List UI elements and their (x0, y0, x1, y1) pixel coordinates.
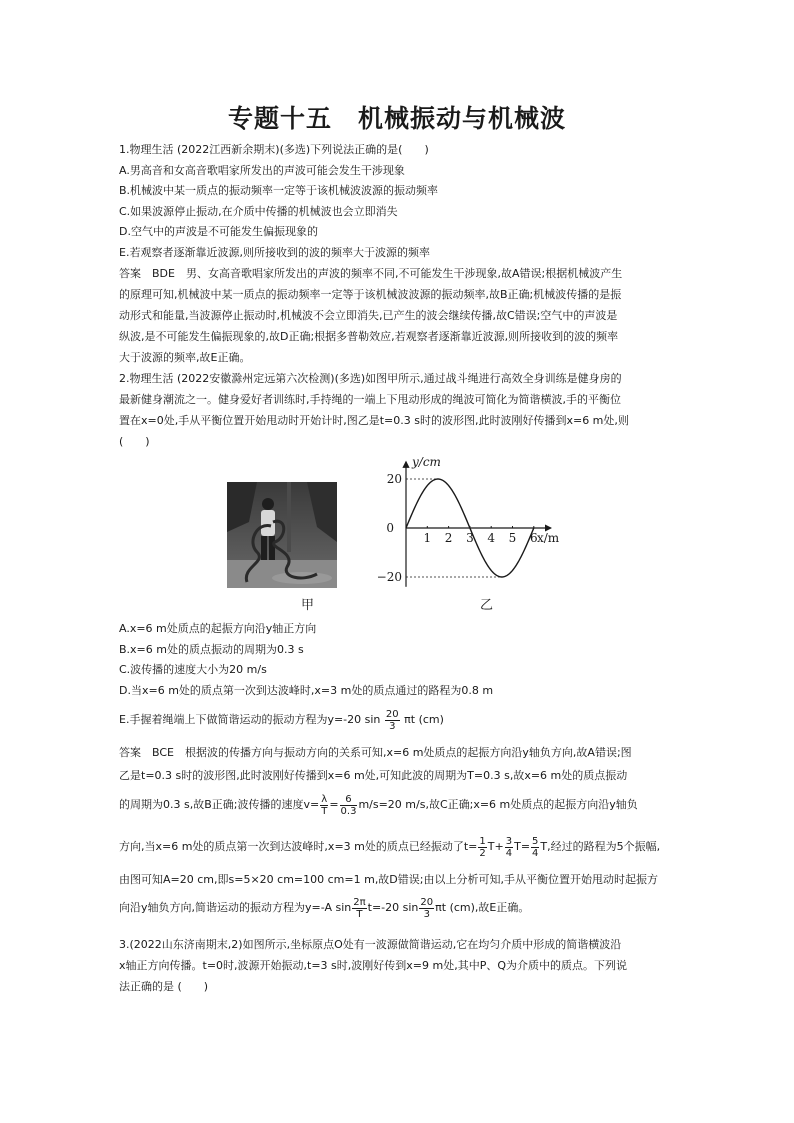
fraction-num: 3 (505, 835, 513, 847)
q2-stem-line: 置在x=0处,手从平衡位置开始甩动时开始计时,图乙是t=0.3 s时的波形图,此时波刚好传播到x=6 m处,则 (119, 414, 629, 427)
q2-option-e (119, 708, 679, 732)
q1-option-a: A.男高音和女高音歌唱家所发出的声波可能会发生干涉现象 (119, 164, 405, 177)
x-tick-label: 1 (423, 531, 432, 545)
battle-rope-photo-image (227, 482, 337, 588)
q2-option-c: C.波传播的速度大小为20 m/s (119, 663, 267, 676)
q1-stem: 1.物理生活 (2022江西新余期末)(多选)下列说法正确的是( ) (119, 143, 429, 156)
fraction (478, 836, 486, 859)
q2-answer-text: T,经过的路程为5个振幅, (540, 840, 661, 853)
q1-answer-line: 的原理可知,机械波中某一质点的振动频率一定等于该机械波波源的振动频率,故B正确;机械波传播的是振 (119, 288, 622, 301)
q1-option-c: C.如果波源停止振动,在介质中传播的机械波也会立即消失 (119, 205, 398, 218)
y-tick-label: 0 (386, 521, 394, 535)
q2-option-a: A.x=6 m处质点的起振方向沿y轴正方向 (119, 622, 317, 635)
q2-option-d: D.当x=6 m处的质点第一次到达波峰时,x=3 m处的质点通过的路程为0.8 m (119, 684, 494, 697)
fraction-num: 2π (353, 896, 366, 908)
q2-option-b: B.x=6 m处的质点振动的周期为0.3 s (119, 643, 304, 656)
q2-answer-text: πt (cm),故E正确。 (435, 901, 530, 914)
x-tick-label: 5 (508, 531, 517, 545)
q2-stem-line: 2.物理生活 (2022安徽滁州定远第六次检测)(多选)如图甲所示,通过战斗绳进行高效全身训练是健身房的 (119, 372, 622, 385)
fraction-num: 1 (479, 835, 486, 847)
fraction (340, 794, 358, 817)
q2-answer-text: T= (514, 840, 531, 853)
equals-sign: = (329, 798, 339, 811)
q1-answer-line: 大于波源的频率,故E正确。 (119, 351, 251, 364)
fraction-den: 3 (423, 908, 430, 920)
fraction-num: 20 (385, 708, 399, 720)
y-tick-label: −20 (376, 570, 402, 584)
q2-option-e-suffix: πt (cm) (404, 713, 444, 726)
q2-answer-line-6 (119, 893, 679, 923)
q3-stem-line: 3.(2022山东济南期末,2)如图所示,坐标原点O处有一波源做简谐运动,它在均匀介质中形成的简谐横波沿 (119, 938, 622, 951)
q3-stem-line: x轴正方向传播。t=0时,波源开始振动,t=3 s时,波刚好传到x=9 m处,其中P、Q为介质中的质点。下列说 (119, 959, 628, 972)
q2-answer-line-3 (119, 790, 679, 820)
q2-answer-text: t=-20 sin (367, 901, 419, 914)
fraction (385, 709, 400, 732)
q1-answer-line: 动形式和能量,当波源停止振动时,机械波不会立即消失,已产生的波会继续传播,故C错误;空气中的声波是 (119, 309, 618, 322)
q1-answer-line: 纵波,是不可能发生偏振现象的,故D正确;根据多普勒效应,若观察者逐渐靠近波源,则所接收到的波的频率 (119, 330, 619, 343)
y-tick-label: 20 (386, 472, 402, 486)
q2-answer-text: 方向,当x=6 m处的质点第一次到达波峰时,x=3 m处的质点已经振动了t= (119, 840, 478, 853)
fraction (505, 836, 513, 859)
x-tick-label: 4 (487, 531, 496, 545)
q2-answer-line-4 (119, 832, 679, 862)
fraction (352, 897, 366, 920)
fraction-num: 5 (532, 835, 539, 847)
q2-stem-line: 最新健身潮流之一。健身爱好者训练时,手持绳的一端上下甩动形成的绳波可简化为简谐横波,手的平衡位 (119, 393, 621, 406)
wave-graph (370, 448, 570, 598)
fraction-den: 0.3 (340, 805, 357, 817)
q2-answer-line-1: 答案 BCE 根据波的传播方向与振动方向的关系可知,x=6 m处质点的起振方向沿y轴负方向,故A错误;图 (119, 746, 632, 759)
fraction-den: 4 (532, 847, 539, 859)
q1-option-d: D.空气中的声波是不可能发生偏振现象的 (119, 225, 318, 238)
q1-option-b: B.机械波中某一质点的振动频率一定等于该机械波波源的振动频率 (119, 184, 439, 197)
x-tick-label: 6 (529, 531, 538, 545)
x-axis-label: x/m (536, 531, 560, 545)
q2-answer-line-2: 乙是t=0.3 s时的波形图,此时波刚好传播到x=6 m处,可知此波的周期为T=0.3 s,故x=6 m处的质点振动 (119, 769, 628, 782)
battle-rope-photo (227, 482, 337, 588)
x-tick-label: 2 (444, 531, 453, 545)
fraction (320, 794, 328, 817)
fraction-den: 2 (479, 847, 486, 859)
fraction-num: 6 (340, 794, 358, 806)
fraction-num: 20 (420, 896, 434, 908)
fraction-den: 4 (505, 847, 513, 859)
fraction-den: 3 (389, 720, 396, 732)
figure-label-jia: 甲 (301, 598, 315, 613)
q2-answer-text: 向沿y轴负方向,简谐运动的振动方程为y=-A sin (119, 901, 352, 914)
q2-answer-text: 的周期为0.3 s,故B正确;波传播的速度v= (119, 798, 320, 811)
q1-option-e: E.若观察者逐渐靠近波源,则所接收到的波的频率大于波源的频率 (119, 246, 430, 259)
q3-stem-line: 法正确的是 ( ) (119, 980, 209, 993)
q2-answer-text: m/s=20 m/s,故C正确;x=6 m处质点的起振方向沿y轴负 (358, 798, 638, 811)
page-title: 专题十五 机械振动与机械波 (227, 104, 566, 133)
fraction (419, 897, 434, 920)
y-axis-label: y/cm (412, 454, 441, 469)
fraction-den: T (321, 805, 328, 817)
x-tick-label: 3 (466, 531, 474, 545)
fraction (531, 836, 539, 859)
q2-answer-text: T+ (487, 840, 504, 853)
figure-label-yi: 乙 (480, 598, 494, 613)
q2-option-e-prefix: E.手握着绳端上下做简谐运动的振动方程为y=-20 sin (119, 713, 381, 726)
q1-answer-line: 答案 BDE 男、女高音歌唱家所发出的声波的频率不同,不可能发生干涉现象,故A错误;根据机械波产生 (119, 267, 623, 280)
q2-stem-line: ( ) (119, 435, 150, 448)
q2-answer-line-5: 由图可知A=20 cm,即s=5×20 cm=100 cm=1 m,故D错误;由以上分析可知,手从平衡位置开始甩动时起振方 (119, 873, 658, 886)
fraction-num: λ (321, 793, 328, 805)
fraction-den: T (356, 908, 363, 920)
